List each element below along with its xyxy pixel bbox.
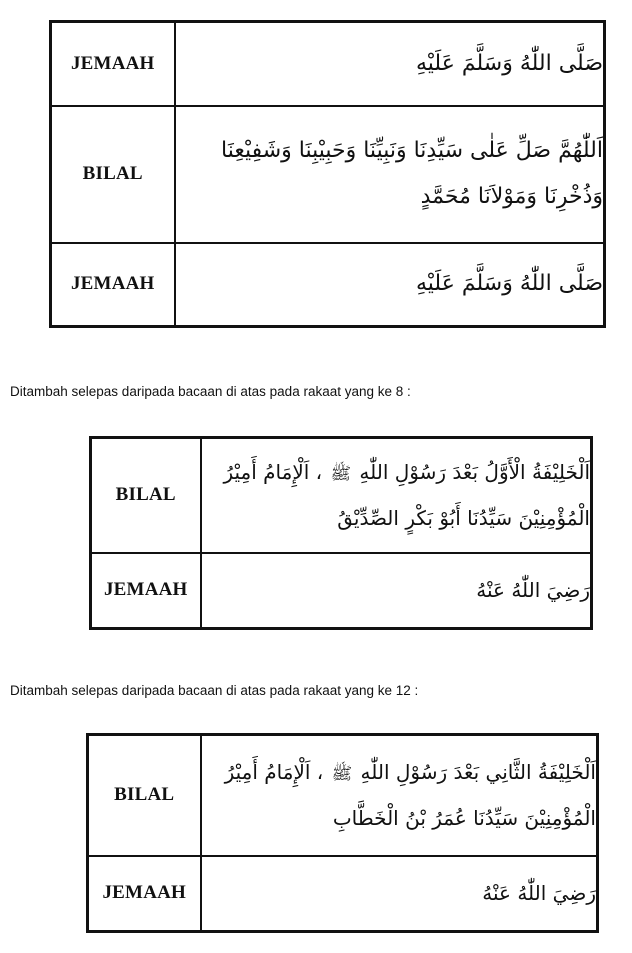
- role-label: JEMAAH: [88, 856, 201, 932]
- note-rakaat-12: Ditambah selepas daripada bacaan di atas pada rakaat yang ke 12 :: [10, 683, 419, 698]
- role-label: JEMAAH: [51, 22, 175, 106]
- arabic-text: اَللّٰهُمَّ صَلِّ عَلٰى سَيِّدِنَا وَنَبِيِّنَا وَحَبِيْبِنَا وَشَفِيْعِنَا وَذُخْرِنَا وَمَوْلاَنَا مُحَمَّدٍ: [175, 106, 605, 243]
- table-row: [88, 735, 598, 856]
- table-row: [88, 856, 598, 932]
- prophet-seal-icon: ﷺ: [330, 464, 352, 485]
- arabic-text: [201, 735, 598, 856]
- note-rakaat-8: Ditambah selepas daripada bacaan di atas pada rakaat yang ke 8 :: [10, 384, 411, 399]
- table-khalifah-2: [86, 733, 599, 933]
- role-label: JEMAAH: [51, 243, 175, 327]
- arabic-text: صَلَّى اللّٰهُ وَسَلَّمَ عَلَيْهِ: [175, 243, 605, 327]
- arabic-text: صَلَّى اللّٰهُ وَسَلَّمَ عَلَيْهِ: [175, 22, 605, 106]
- arabic-text: [201, 438, 592, 553]
- prophet-seal-icon: ﷺ: [331, 764, 353, 785]
- table-row: [51, 243, 605, 327]
- table-row: [51, 22, 605, 106]
- arabic-text-part: ، اَلْإِمَامُ أَمِيْرُ الْمُؤْمِنِيْنَ سَيِّدُنَا أَبُوْ بَكْرٍ الصِّدِّيْقُ: [223, 460, 590, 531]
- arabic-text-part: اَلْخَلِيْفَةُ الْأَوَّلُ بَعْدَ رَسُوْلِ اللّٰهِ: [359, 460, 590, 485]
- role-label: BILAL: [51, 106, 175, 243]
- table-row: [91, 438, 592, 553]
- table-row: [51, 106, 605, 243]
- table-row: [91, 553, 592, 629]
- arabic-text-part: ، اَلْإِمَامُ أَمِيْرُ الْمُؤْمِنِيْنَ سَيِّدُنَا عُمَرُ بْنُ الْخَطَّابِ: [224, 760, 596, 831]
- table-khalifah-1: [89, 436, 593, 630]
- table-selawat-1: [49, 20, 606, 328]
- arabic-text: رَضِيَ اللّٰهُ عَنْهُ: [201, 856, 598, 932]
- arabic-text-part: اَلْخَلِيْفَةُ الثَّانِي بَعْدَ رَسُوْلِ اللّٰهِ: [360, 760, 596, 785]
- role-label: BILAL: [88, 735, 201, 856]
- role-label: BILAL: [91, 438, 201, 553]
- arabic-text: رَضِيَ اللّٰهُ عَنْهُ: [201, 553, 592, 629]
- role-label: JEMAAH: [91, 553, 201, 629]
